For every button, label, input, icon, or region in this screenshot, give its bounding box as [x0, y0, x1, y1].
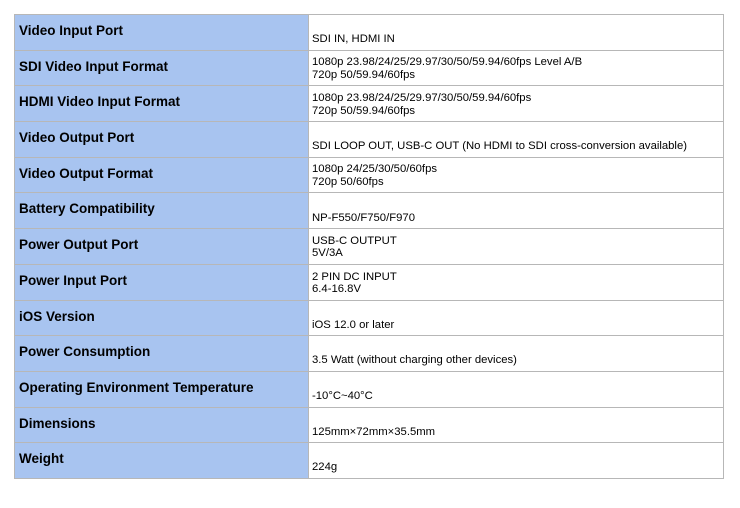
- spec-value-cell: [309, 86, 724, 122]
- spec-row: [15, 300, 724, 336]
- spec-label-cell: [15, 336, 309, 372]
- spec-label-cell: [15, 264, 309, 300]
- spec-value-line: NP-F550/F750/F970: [312, 211, 415, 224]
- spec-value-line: USB-C OUTPUT: [312, 234, 397, 247]
- spec-value-cell: [309, 122, 724, 158]
- spec-value: [309, 354, 723, 371]
- spec-row: [15, 264, 724, 300]
- spec-value-cell: [309, 407, 724, 443]
- spec-row: [15, 229, 724, 265]
- spec-label-cell: [15, 371, 309, 407]
- spec-value: [309, 163, 723, 192]
- spec-value: [309, 426, 723, 443]
- spec-value: [309, 271, 723, 300]
- spec-label: Battery Compatibility: [19, 201, 155, 217]
- spec-value: [309, 56, 723, 85]
- spec-label: Video Output Format: [19, 165, 153, 181]
- spec-label: Power Consumption: [19, 344, 151, 360]
- spec-row: [15, 336, 724, 372]
- spec-value-cell: [309, 300, 724, 336]
- spec-value-line: 1080p 24/25/30/50/60fps: [312, 163, 438, 176]
- spec-value-line: 6.4-16.8V: [312, 283, 361, 295]
- spec-label-cell: [15, 300, 309, 336]
- spec-value-cell: [309, 50, 724, 86]
- spec-value: [309, 461, 723, 478]
- spec-value-line: SDI LOOP OUT, USB-C OUT (No HDMI to SDI cross-conversion available): [312, 140, 687, 153]
- spec-label: Power Output Port: [19, 237, 139, 253]
- spec-value-cell: [309, 193, 724, 229]
- spec-value-cell: [309, 157, 724, 193]
- spec-row: [15, 193, 724, 229]
- spec-value-line: 720p 50/60fps: [312, 175, 384, 188]
- spec-value-cell: [309, 15, 724, 51]
- spec-value-line: 3.5 Watt (without charging other devices): [312, 354, 517, 367]
- spec-label-cell: [15, 407, 309, 443]
- spec-table: [14, 14, 724, 479]
- spec-value-cell: [309, 264, 724, 300]
- spec-value-line: 5V/3A: [312, 247, 343, 260]
- spec-value-line: 2 PIN DC INPUT: [312, 270, 397, 283]
- spec-value-cell: [309, 443, 724, 479]
- spec-label-cell: [15, 122, 309, 158]
- spec-value-line: 1080p 23.98/24/25/29.97/30/50/59.94/60fps Level A/B: [312, 56, 583, 69]
- spec-label: Video Input Port: [19, 23, 123, 38]
- spec-value-line: iOS 12.0 or later: [312, 318, 395, 331]
- spec-label: SDI Video Input Format: [19, 58, 169, 74]
- spec-value: [309, 140, 723, 157]
- spec-value-line: SDI IN, HDMI IN: [312, 33, 395, 46]
- spec-label-cell: [15, 229, 309, 265]
- spec-value-line: -10°C~40°C: [312, 390, 373, 403]
- spec-value-line: 1080p 23.98/24/25/29.97/30/50/59.94/60fps: [312, 92, 532, 105]
- spec-row: [15, 443, 724, 479]
- spec-row: [15, 371, 724, 407]
- spec-value: [309, 212, 723, 229]
- spec-label: Weight: [19, 451, 64, 467]
- spec-label: Dimensions: [19, 415, 96, 431]
- spec-label-cell: [15, 86, 309, 122]
- spec-value-line: 125mm×72mm×35.5mm: [312, 425, 436, 438]
- spec-label: Power Input Port: [19, 272, 127, 288]
- spec-value-line: 720p 50/59.94/60fps: [312, 68, 416, 81]
- spec-label-cell: [15, 15, 309, 51]
- spec-value-line: 720p 50/59.94/60fps: [312, 104, 416, 117]
- spec-label-cell: [15, 443, 309, 479]
- spec-label-cell: [15, 157, 309, 193]
- spec-row: [15, 122, 724, 158]
- spec-value-cell: [309, 371, 724, 407]
- spec-table-body: [15, 15, 724, 479]
- spec-row: [15, 407, 724, 443]
- spec-value: [309, 33, 723, 50]
- spec-value: [309, 235, 723, 264]
- spec-label: HDMI Video Input Format: [19, 94, 180, 110]
- spec-value: [309, 92, 723, 121]
- spec-value: [309, 390, 723, 407]
- spec-row: [15, 50, 724, 86]
- spec-value-cell: [309, 336, 724, 372]
- spec-label-cell: [15, 50, 309, 86]
- spec-label-cell: [15, 193, 309, 229]
- spec-row: [15, 86, 724, 122]
- spec-value: [309, 319, 723, 336]
- spec-row: [15, 15, 724, 51]
- spec-value-line: 224g: [312, 461, 338, 474]
- spec-label: iOS Version: [19, 308, 95, 324]
- spec-row: [15, 157, 724, 193]
- spec-label: Video Output Port: [19, 130, 135, 146]
- spec-value-cell: [309, 229, 724, 265]
- spec-label: Operating Environment Temperature: [19, 379, 254, 395]
